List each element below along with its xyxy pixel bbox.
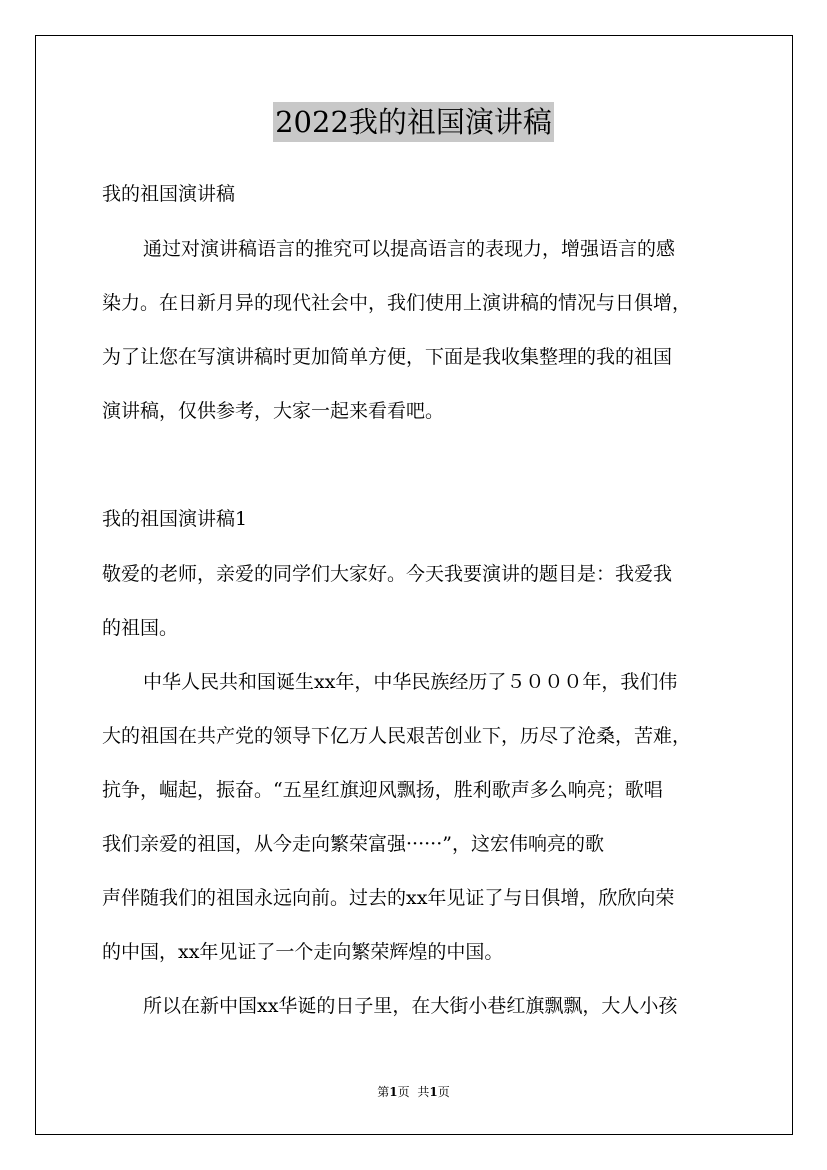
paragraph-line: 的祖国。	[102, 617, 179, 639]
paragraph-line: 染力。在日新月异的现代社会中，我们使用上演讲稿的情况与日俱增，	[102, 292, 692, 314]
paragraph-line: 抗争，崛起，振奋。“五星红旗迎风飘扬，胜利歌声多么响亮；歌唱	[102, 779, 663, 801]
section-heading: 我的祖国演讲稿1	[102, 508, 248, 530]
document-title: 2022我的祖国演讲稿	[273, 102, 554, 142]
paragraph-line: 演讲稿，仅供参考，大家一起来看看吧。	[102, 400, 445, 422]
paragraph-line: 中华人民共和国诞生xx年，中华民族经历了５０００年，我们伟	[143, 671, 678, 693]
paragraph-line: 所以在新中国xx华诞的日子里，在大街小巷红旗飘飘，大人小孩	[143, 995, 678, 1017]
paragraph-line: 我们亲爱的祖国，从今走向繁荣富强······”，这宏伟响亮的歌	[102, 833, 604, 855]
paragraph-line: 大的祖国在共产党的领导下亿万人民艰苦创业下，历尽了沧桑，苦难，	[102, 725, 692, 747]
page-footer	[0, 1083, 827, 1101]
subtitle-line: 我的祖国演讲稿	[102, 183, 236, 205]
page-number: 1	[389, 1085, 398, 1099]
total-suffix: 页	[437, 1085, 450, 1099]
paragraph-line: 的中国，xx年见证了一个走向繁荣辉煌的中国。	[102, 941, 504, 963]
total-pages: 1	[429, 1085, 438, 1099]
title-container	[0, 102, 827, 142]
total-prefix: 共	[417, 1085, 430, 1099]
paragraph-line: 敬爱的老师，亲爱的同学们大家好。今天我要演讲的题目是：我爱我	[102, 563, 673, 585]
paragraph-line: 为了让您在写演讲稿时更加简单方便，下面是我收集整理的我的祖国	[102, 346, 673, 368]
page-prefix: 第	[377, 1085, 390, 1099]
paragraph-line: 通过对演讲稿语言的推究可以提高语言的表现力，增强语言的感	[143, 238, 676, 260]
page-suffix: 页	[397, 1085, 410, 1099]
paragraph-line: 声伴随我们的祖国永远向前。过去的xx年见证了与日俱增，欣欣向荣	[102, 887, 675, 909]
